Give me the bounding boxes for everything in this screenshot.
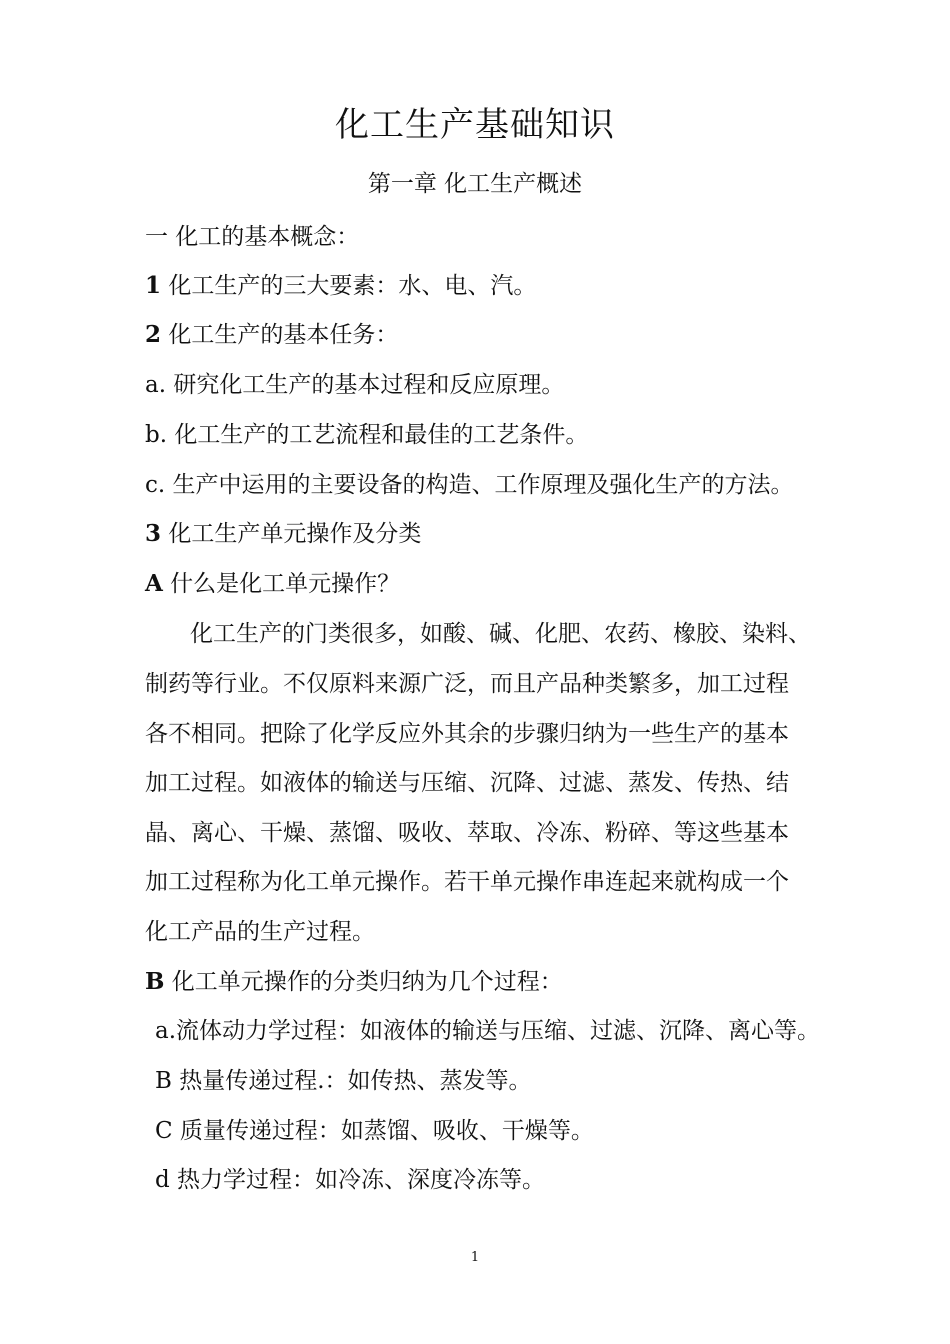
item-number: 1 [145, 272, 162, 299]
task-item-c: c. 生产中运用的主要设备的构造、工作原理及强化生产的方法。 [145, 472, 794, 498]
paragraph-line: 各不相同。把除了化学反应外其余的步骤归纳为一些生产的基本 [145, 721, 789, 747]
list-item [145, 516, 825, 552]
question-label: B [145, 968, 165, 995]
item-number: 3 [145, 520, 162, 547]
question-heading [145, 566, 825, 602]
task-item-a: a. 研究化工生产的基本过程和反应原理。 [145, 372, 565, 398]
paragraph-line: 制药等行业。不仅原料来源广泛，而且产品种类繁多，加工过程 [145, 671, 789, 697]
item-number: 2 [145, 321, 162, 348]
page-number: 1 [470, 1250, 480, 1265]
item-text: 化工生产的基本任务： [161, 322, 399, 348]
paragraph-line: 化工生产的门类很多，如酸、碱、化肥、农药、橡胶、染料、 [190, 621, 811, 647]
item-text: 化工生产的三大要素：水、电、汽。 [161, 273, 537, 299]
list-item [145, 317, 825, 353]
list-item [145, 268, 825, 304]
question-text: 什么是化工单元操作？ [162, 571, 401, 597]
section-heading: 一 化工的基本概念： [145, 224, 360, 250]
class-item-c: C 质量传递过程：如蒸馏、吸收、干燥等。 [155, 1118, 594, 1144]
question-label: A [145, 570, 163, 597]
paragraph-line: 晶、离心、干燥、蒸馏、吸收、萃取、冷冻、粉碎、等这些基本 [145, 820, 789, 846]
paragraph-line: 化工产品的生产过程。 [145, 919, 375, 945]
chapter-heading: 第一章 化工生产概述 [367, 171, 583, 197]
paragraph-line: 加工过程。如液体的输送与压缩、沉降、过滤、蒸发、传热、结 [145, 770, 789, 796]
document-title: 化工生产基础知识 [335, 105, 615, 145]
question-heading [145, 964, 825, 1000]
question-text: 化工单元操作的分类归纳为几个过程： [164, 969, 563, 995]
class-item-d: d 热力学过程：如冷冻、深度冷冻等。 [155, 1167, 546, 1193]
item-text: 化工生产单元操作及分类 [161, 521, 422, 547]
class-item-a: a.流体动力学过程：如液体的输送与压缩、过滤、沉降、离心等。 [155, 1018, 821, 1044]
paragraph-line: 加工过程称为化工单元操作。若干单元操作串连起来就构成一个 [145, 869, 789, 895]
class-item-b: B 热量传递过程.：如传热、蒸发等。 [155, 1068, 532, 1094]
task-item-b: b. 化工生产的工艺流程和最佳的工艺条件。 [145, 422, 589, 448]
